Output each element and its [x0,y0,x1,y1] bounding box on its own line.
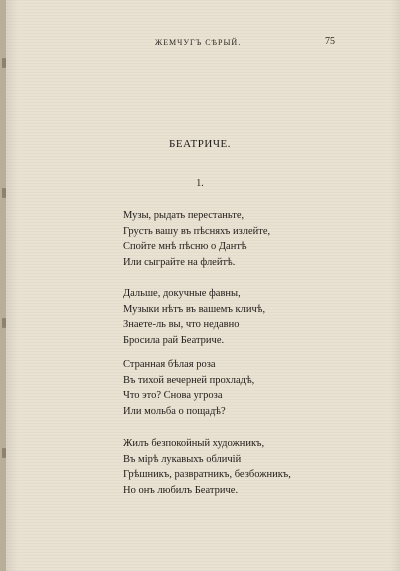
poem-line: Грусть вашу въ пѣсняхъ излейте, [123,225,271,237]
binding-stitch [2,58,6,68]
poem-line: Знаете-ль вы, что недавно [123,319,240,330]
poem-line: Грѣшникъ, развратникъ, безбожникъ, [123,469,291,480]
stanza-2 [123,286,265,348]
poem-line: Въ тихой вечерней прохладѣ, [123,374,255,386]
poem-line: Жилъ безпокойный художникъ, [123,438,265,449]
poem-part-number: 1. [196,178,204,189]
poem-line: Спойте мнѣ пѣсню о Дантѣ [123,241,247,252]
poem-line: Странная бѣлая роза [123,359,216,370]
stanza-3 [123,357,254,419]
poem-line: Но онъ любилъ Беатриче. [123,484,239,496]
stanza-1 [123,208,270,270]
page-number: 75 [325,36,335,47]
poem-line: Или сыграйте на флейтѣ. [123,256,236,268]
poem-line: Бросила рай Беатриче. [123,334,225,346]
running-title: ЖЕМЧУГЪ СѢРЫЙ. [155,38,242,47]
poem-line: Въ мірѣ лукавыхъ обличій [123,453,242,465]
poem-line: Музыки нѣтъ въ вашемъ кличѣ, [123,303,266,315]
book-binding [0,0,6,571]
poem-title: БЕАТРИЧЕ. [169,138,231,150]
poem-line: Что это? Снова угроза [123,390,223,401]
binding-stitch [2,318,6,328]
page-header [0,38,400,54]
poem-line: Дальше, докучные фавны, [123,288,241,299]
stanza-4 [123,436,291,498]
poem-line: Или мольба о пощадѣ? [123,405,226,417]
poem-line: Музы, рыдать перестаньте, [123,210,245,221]
binding-stitch [2,188,6,198]
binding-stitch [2,448,6,458]
